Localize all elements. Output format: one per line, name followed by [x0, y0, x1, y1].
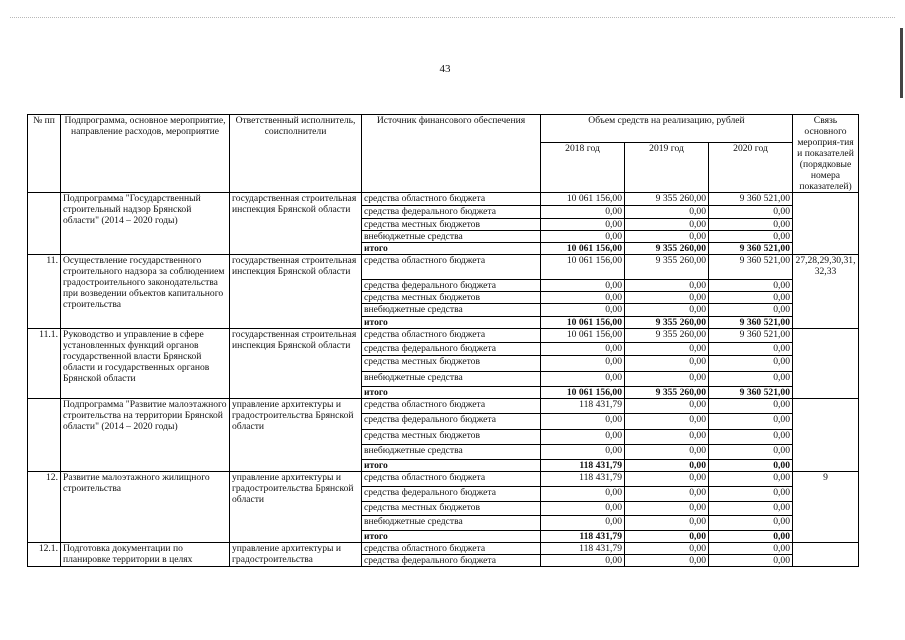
amount-2018: 10 061 156,00 [541, 317, 625, 329]
amount-2018: 10 061 156,00 [541, 193, 625, 206]
amount-2019: 0,00 [625, 502, 709, 516]
row-number: 12. [28, 472, 61, 543]
indicator-link: 27,28,29,30,31, 32,33 [793, 255, 859, 329]
amount-2020: 9 360 521,00 [709, 387, 793, 399]
amount-2018: 10 061 156,00 [541, 255, 625, 280]
amount-2020: 0,00 [709, 555, 793, 567]
amount-2018: 0,00 [541, 372, 625, 387]
executor: управление архитектуры и градостроительства Брянской области [230, 472, 362, 543]
funding-source: средства местных бюджетов [362, 219, 541, 231]
amount-2019: 0,00 [625, 414, 709, 430]
amount-2020: 0,00 [709, 430, 793, 445]
row-number: 12.1. [28, 543, 61, 567]
row-number [28, 193, 61, 255]
amount-2018: 118 431,79 [541, 472, 625, 487]
amount-2020: 0,00 [709, 472, 793, 487]
amount-2019: 9 355 260,00 [625, 243, 709, 255]
amount-2019: 0,00 [625, 343, 709, 356]
amount-2018: 0,00 [541, 292, 625, 304]
amount-2019: 0,00 [625, 430, 709, 445]
amount-2018: 10 061 156,00 [541, 387, 625, 399]
amount-2018: 0,00 [541, 231, 625, 243]
funding-source: средства местных бюджетов [362, 356, 541, 372]
funding-source: итого [362, 460, 541, 472]
amount-2018: 118 431,79 [541, 531, 625, 543]
activity-name: Руководство и управление в сфере установленных функций органов государственной власти Брянской области и государственных органов Брянской области [61, 329, 230, 399]
row-number [28, 399, 61, 472]
funding-source: внебюджетные средства [362, 304, 541, 317]
indicator-link [793, 543, 859, 567]
amount-2019: 0,00 [625, 472, 709, 487]
funding-source: средства областного бюджета [362, 472, 541, 487]
table-row [28, 399, 859, 414]
amount-2019: 0,00 [625, 487, 709, 502]
funding-source: средства местных бюджетов [362, 292, 541, 304]
amount-2018: 0,00 [541, 445, 625, 460]
table-row [28, 329, 859, 343]
funding-source: внебюджетные средства [362, 372, 541, 387]
header-name: Подпрограмма, основное мероприятие, направление расходов, мероприятие [61, 115, 230, 193]
amount-2019: 0,00 [625, 206, 709, 219]
amount-2020: 0,00 [709, 231, 793, 243]
funding-source: средства федерального бюджета [362, 280, 541, 292]
table-row [28, 193, 859, 206]
amount-2020: 0,00 [709, 487, 793, 502]
amount-2018: 0,00 [541, 487, 625, 502]
amount-2020: 0,00 [709, 531, 793, 543]
funding-source: средства местных бюджетов [362, 502, 541, 516]
amount-2019: 0,00 [625, 292, 709, 304]
amount-2019: 9 355 260,00 [625, 193, 709, 206]
funding-source: средства федерального бюджета [362, 487, 541, 502]
amount-2020: 0,00 [709, 304, 793, 317]
amount-2018: 0,00 [541, 414, 625, 430]
amount-2020: 0,00 [709, 280, 793, 292]
amount-2019: 0,00 [625, 555, 709, 567]
funding-source: средства областного бюджета [362, 543, 541, 555]
amount-2020: 0,00 [709, 356, 793, 372]
amount-2018: 0,00 [541, 555, 625, 567]
budget-table [27, 114, 859, 567]
header-source: Источник финансового обеспечения [362, 115, 541, 193]
header-year-2020: 2020 год [709, 143, 793, 193]
executor: управление архитектуры и градостроительства Брянской области [230, 399, 362, 472]
amount-2018: 0,00 [541, 206, 625, 219]
amount-2019: 0,00 [625, 543, 709, 555]
amount-2018: 0,00 [541, 280, 625, 292]
scan-edge-mark [900, 28, 903, 98]
amount-2018: 0,00 [541, 502, 625, 516]
activity-name: Подготовка документации по планировке территории в целях [61, 543, 230, 567]
funding-source: средства федерального бюджета [362, 206, 541, 219]
amount-2018: 0,00 [541, 343, 625, 356]
amount-2019: 9 355 260,00 [625, 255, 709, 280]
amount-2020: 0,00 [709, 219, 793, 231]
funding-source: итого [362, 387, 541, 399]
amount-2018: 118 431,79 [541, 399, 625, 414]
table-row [28, 472, 859, 487]
executor: государственная строительная инспекция Брянской области [230, 255, 362, 329]
amount-2020: 0,00 [709, 206, 793, 219]
executor: государственная строительная инспекция Брянской области [230, 329, 362, 399]
indicator-link [793, 329, 859, 399]
amount-2020: 9 360 521,00 [709, 193, 793, 206]
funding-source: итого [362, 243, 541, 255]
funding-source: средства федерального бюджета [362, 343, 541, 356]
scan-noise-line [10, 17, 895, 18]
amount-2019: 9 355 260,00 [625, 329, 709, 343]
executor: государственная строительная инспекция Брянской области [230, 193, 362, 255]
funding-source: средства федерального бюджета [362, 555, 541, 567]
amount-2019: 0,00 [625, 280, 709, 292]
funding-source: средства областного бюджета [362, 255, 541, 280]
amount-2020: 9 360 521,00 [709, 329, 793, 343]
header-year-2019: 2019 год [625, 143, 709, 193]
amount-2019: 0,00 [625, 399, 709, 414]
amount-2020: 9 360 521,00 [709, 243, 793, 255]
activity-name: Развитие малоэтажного жилищного строительства [61, 472, 230, 543]
funding-source: внебюджетные средства [362, 445, 541, 460]
amount-2020: 0,00 [709, 516, 793, 531]
amount-2019: 0,00 [625, 219, 709, 231]
funding-source: средства областного бюджета [362, 329, 541, 343]
header-executor: Ответственный исполнитель, соисполнители [230, 115, 362, 193]
header-year-2018: 2018 год [541, 143, 625, 193]
page-number: 43 [439, 63, 451, 75]
funding-source: средства местных бюджетов [362, 430, 541, 445]
amount-2020: 0,00 [709, 343, 793, 356]
header-num: № пп [28, 115, 61, 193]
amount-2020: 9 360 521,00 [709, 317, 793, 329]
amount-2020: 0,00 [709, 399, 793, 414]
funding-source: итого [362, 317, 541, 329]
amount-2019: 9 355 260,00 [625, 387, 709, 399]
row-number: 11.1. [28, 329, 61, 399]
amount-2020: 0,00 [709, 372, 793, 387]
amount-2020: 0,00 [709, 460, 793, 472]
header-volume: Объем средств на реализацию, рублей [541, 115, 793, 143]
amount-2018: 10 061 156,00 [541, 243, 625, 255]
funding-source: внебюджетные средства [362, 231, 541, 243]
amount-2019: 0,00 [625, 445, 709, 460]
amount-2020: 0,00 [709, 414, 793, 430]
indicator-link [793, 399, 859, 472]
activity-name: Подпрограмма "Развитие малоэтажного строительства на территории Брянской области" (2014 – 2020 годы) [61, 399, 230, 472]
table-row [28, 255, 859, 280]
amount-2019: 0,00 [625, 304, 709, 317]
amount-2018: 0,00 [541, 304, 625, 317]
indicator-link: 9 [793, 472, 859, 543]
amount-2019: 0,00 [625, 356, 709, 372]
header-link: Связь основного мероприя-тия и показателей (порядковые номера показателей) [793, 115, 859, 193]
amount-2020: 0,00 [709, 502, 793, 516]
funding-source: средства федерального бюджета [362, 414, 541, 430]
amount-2019: 0,00 [625, 460, 709, 472]
amount-2018: 118 431,79 [541, 460, 625, 472]
executor: управление архитектуры и градостроительства [230, 543, 362, 567]
amount-2020: 9 360 521,00 [709, 255, 793, 280]
amount-2019: 0,00 [625, 531, 709, 543]
amount-2018: 0,00 [541, 516, 625, 531]
activity-name: Осуществление государственного строительного надзора за соблюдением градостроительного законодательства при возведении объектов капитального строительства [61, 255, 230, 329]
amount-2020: 0,00 [709, 445, 793, 460]
amount-2018: 10 061 156,00 [541, 329, 625, 343]
amount-2019: 0,00 [625, 516, 709, 531]
amount-2019: 9 355 260,00 [625, 317, 709, 329]
amount-2018: 0,00 [541, 430, 625, 445]
amount-2019: 0,00 [625, 231, 709, 243]
amount-2020: 0,00 [709, 543, 793, 555]
amount-2018: 118 431,79 [541, 543, 625, 555]
activity-name: Подпрограмма "Государственный строительный надзор Брянской области" (2014 – 2020 годы) [61, 193, 230, 255]
amount-2019: 0,00 [625, 372, 709, 387]
row-number: 11. [28, 255, 61, 329]
amount-2018: 0,00 [541, 356, 625, 372]
table-row [28, 543, 859, 555]
funding-source: внебюджетные средства [362, 516, 541, 531]
amount-2018: 0,00 [541, 219, 625, 231]
funding-source: средства областного бюджета [362, 193, 541, 206]
funding-source: средства областного бюджета [362, 399, 541, 414]
indicator-link [793, 193, 859, 255]
funding-source: итого [362, 531, 541, 543]
amount-2020: 0,00 [709, 292, 793, 304]
